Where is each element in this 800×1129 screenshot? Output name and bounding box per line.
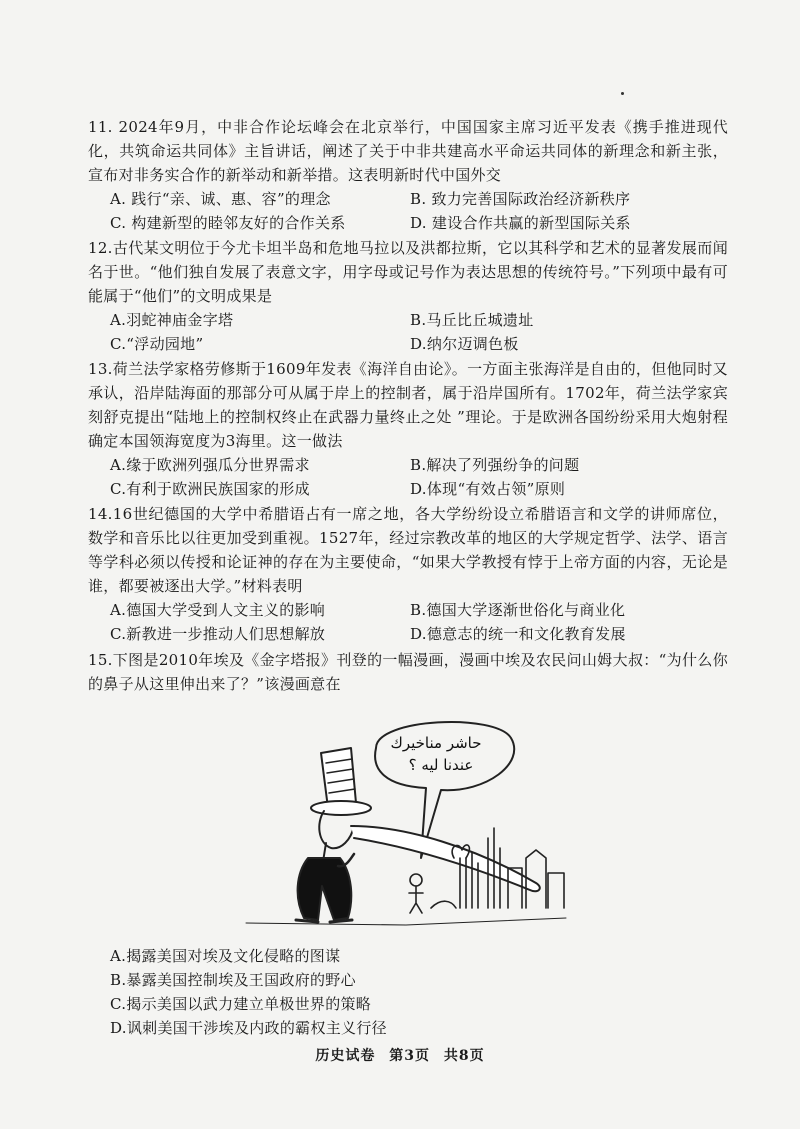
question-14 <box>88 502 728 646</box>
question-stem: 13.荷兰法学家格劳修斯于1609年发表《海洋自由论》。一方面主张海洋是自由的，但他同时又承认，沿岸陆海面的那部分可从属于岸上的控制者，属于沿岸国所有。1702年，荷兰法学家宾刻舒克提出“陆地上的控制权终止在武器力量终止之处 ”理论。于是欧洲各国纷纷采用大炮射程确定本国领海宽度为3海里。这一做法 <box>88 360 728 450</box>
cartoon-image <box>226 708 576 938</box>
options <box>110 187 728 235</box>
option-a[interactable]: A.德国大学受到人文主义的影响 <box>110 601 326 619</box>
option-b[interactable]: B.马丘比丘城遗址 <box>410 311 534 329</box>
option-b[interactable]: B.德国大学逐渐世俗化与商业化 <box>410 601 626 619</box>
question-stem: 11. 2024年9月，中非合作论坛峰会在北京举行，中国国家主席习近平发表《携手推进现代化，共筑命运共同体》主旨讲话，阐述了关于中非共建高水平命运共同体的新理念和新主张，宣布对非务实合作的新举动和新举措。这表明新时代中国外交 <box>88 118 728 184</box>
option-a[interactable]: A.揭露美国对埃及文化侵略的图谋 <box>110 947 341 965</box>
option-a[interactable]: A.缘于欧洲列强瓜分世界需求 <box>110 456 310 474</box>
cartoon-text-line1: حاشر مناخيرك <box>390 734 482 752</box>
option-d[interactable]: D.德意志的统一和文化教育发展 <box>410 625 626 643</box>
option-d[interactable]: D.讽刺美国干涉埃及内政的霸权主义行径 <box>110 1019 387 1037</box>
scan-speck <box>621 92 624 95</box>
option-d[interactable]: D.体现“有效占领”原则 <box>410 480 566 498</box>
question-stem: 12.古代某文明位于今尤卡坦半岛和危地马拉以及洪都拉斯，它以其科学和艺术的显著发展而闻名于世。“他们独自发展了表意文字，用字母或记号作为表达思想的传统符号。”下列项中最有可能属于“他们”的文明成果是 <box>88 239 728 305</box>
question-stem: 15.下图是2010年埃及《金字塔报》刊登的一幅漫画，漫画中埃及农民问山姆大叔：“为什么你的鼻子从这里伸出来了？”该漫画意在 <box>88 651 728 693</box>
peasant-figure <box>409 874 423 913</box>
options <box>110 308 728 356</box>
question-13 <box>88 357 728 501</box>
uncle-sam-figure <box>296 811 354 922</box>
question-11 <box>88 115 728 235</box>
question-12 <box>88 236 728 356</box>
option-a[interactable]: A.羽蛇神庙金字塔 <box>110 311 234 329</box>
cartoon-text-line2: عندنا ليه ؟ <box>408 756 474 774</box>
options <box>110 598 728 646</box>
footer-page: 第3页 <box>389 1048 430 1064</box>
option-c[interactable]: C. 构建新型的睦邻友好的合作关系 <box>110 214 346 232</box>
long-nose <box>351 826 540 891</box>
option-c[interactable]: C.新教进一步推动人们思想解放 <box>110 625 326 643</box>
option-b[interactable]: B.暴露美国控制埃及王国政府的野心 <box>110 971 356 989</box>
option-a[interactable]: A. 践行“亲、诚、惠、容”的理念 <box>110 190 331 208</box>
page-footer <box>0 1045 800 1065</box>
options <box>110 453 728 501</box>
option-d[interactable]: D. 建设合作共赢的新型国际关系 <box>410 214 631 232</box>
footer-total: 共8页 <box>443 1048 485 1064</box>
option-c[interactable]: C.揭示美国以武力建立单极世界的策略 <box>110 995 372 1013</box>
question-15-options <box>88 944 728 1040</box>
uncle-sam-hat <box>311 748 371 815</box>
options <box>110 944 728 1040</box>
option-c[interactable]: C.“浮动园地” <box>110 335 204 353</box>
option-b[interactable]: B.解决了列强纷争的问题 <box>410 456 580 474</box>
question-stem: 14.16世纪德国的大学中希腊语占有一席之地，各大学纷纷设立希腊语言和文学的讲师席位，数学和音乐比以往更加受到重视。1527年，经过宗教改革的地区的大学规定哲学、法学、语言等学科必须以传授和论证神的存在为主要使命，“如果大学教授有悖于上帝方面的内容，无论是谁，都要被逐出大学。”材料表明 <box>88 505 728 595</box>
footer-subject: 历史试卷 <box>315 1048 376 1064</box>
option-b[interactable]: B. 致力完善国际政治经济新秩序 <box>410 190 631 208</box>
option-c[interactable]: C.有利于欧洲民族国家的形成 <box>110 480 310 498</box>
question-15 <box>88 648 728 696</box>
option-d[interactable]: D.纳尔迈调色板 <box>410 335 519 353</box>
